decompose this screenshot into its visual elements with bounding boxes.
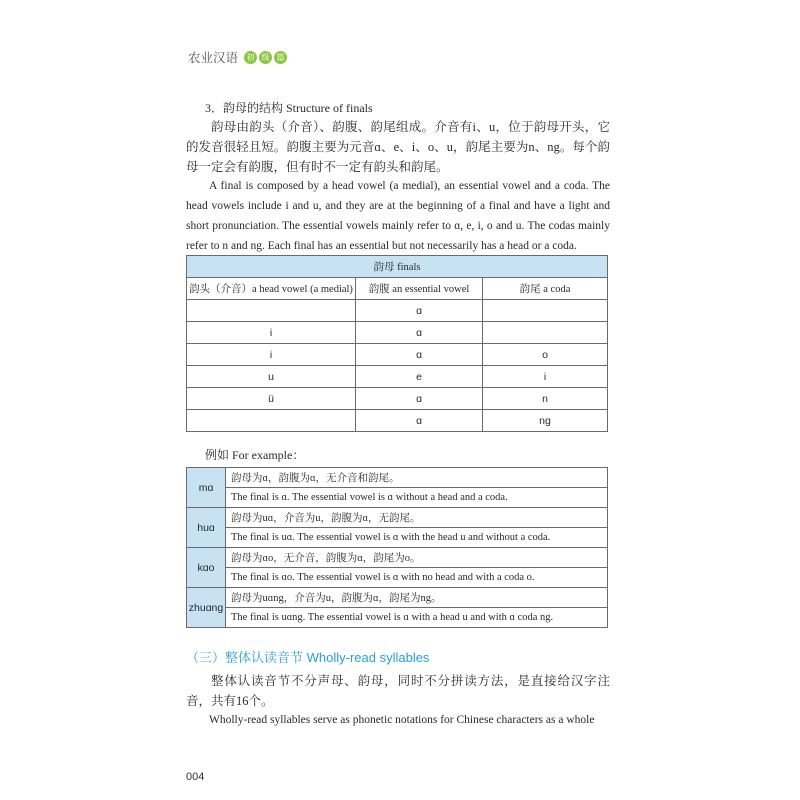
finals-table bbox=[186, 255, 608, 432]
page-number: 004 bbox=[186, 771, 205, 783]
example-zh: 韵母为uɑng，介音为u，韵腹为ɑ，韵尾为ng。 bbox=[226, 588, 608, 608]
table-cell bbox=[483, 322, 608, 344]
table-cell: i bbox=[187, 344, 356, 366]
level-badge: 级 bbox=[259, 51, 272, 64]
example-zh: 韵母为uɑ，介音为u，韵腹为ɑ，无韵尾。 bbox=[226, 508, 608, 528]
table-cell bbox=[187, 300, 356, 322]
table-row bbox=[187, 366, 608, 388]
paragraph-en: A final is composed by a head vowel (a medial), an essential vowel and a coda. The head vowels include i and u, and they are at the beginning of a final and have a light and short pronunciation. The essential vowels mainly refer to ɑ, e, i, o and u. The codas mainly refer to n and ng. Each final has an essential but not necessarily has a head or a coda. bbox=[186, 180, 610, 252]
column-header-coda: 韵尾 a coda bbox=[483, 278, 608, 300]
table-row bbox=[187, 548, 608, 568]
paragraph-en: Wholly-read syllables serve as phonetic notations for Chinese characters as a whole bbox=[209, 714, 595, 726]
table-row bbox=[187, 488, 608, 508]
table-row bbox=[187, 508, 608, 528]
table-cell: n bbox=[483, 388, 608, 410]
table-row bbox=[187, 588, 608, 608]
table-row bbox=[187, 468, 608, 488]
table-cell: o bbox=[483, 344, 608, 366]
table-row bbox=[187, 300, 608, 322]
example-en: The final is ɑo. The essential vowel is ɑ with no head and with a coda o. bbox=[226, 568, 608, 588]
section-heading: （三）整体认读音节 Wholly-read syllables bbox=[186, 650, 430, 665]
table-cell: ɑ bbox=[356, 300, 483, 322]
example-zh: 韵母为ɑo，无介音，韵腹为ɑ，韵尾为o。 bbox=[226, 548, 608, 568]
example-en: The final is ɑ. The essential vowel is ɑ without a head and a coda. bbox=[226, 488, 608, 508]
syllable-cell: kɑo bbox=[187, 548, 226, 588]
table-row bbox=[187, 528, 608, 548]
column-header-head-vowel: 韵头（介音）a head vowel (a medial) bbox=[187, 278, 356, 300]
table-cell: i bbox=[187, 322, 356, 344]
paragraph-zh: 韵母由韵头（介音）、韵腹、韵尾组成。介音有i、u，位于韵母开头，它的发音很轻且短。韵腹主要为元音ɑ、e、i、o、u，韵尾主要为n、ng。每个韵母一定会有韵腹，但有时不一定有韵头和韵尾。 bbox=[186, 120, 610, 174]
example-label: 例如 For example： bbox=[205, 448, 305, 462]
table-cell: ɑ bbox=[356, 410, 483, 432]
table-cell: ɑ bbox=[356, 322, 483, 344]
table-row bbox=[187, 608, 608, 628]
table-cell: ɑ bbox=[356, 388, 483, 410]
paragraph-zh: 整体认读音节不分声母、韵母，同时不分拼读方法，是直接给汉字注音，共有16个。 bbox=[186, 674, 610, 708]
table-cell: i bbox=[483, 366, 608, 388]
table-row bbox=[187, 344, 608, 366]
table-row bbox=[187, 322, 608, 344]
finals-table-title: 韵母 finals bbox=[187, 256, 608, 278]
intro-paragraph-zh bbox=[186, 117, 610, 177]
example-en: The final is uɑ. The essential vowel is ɑ with the head u and without a coda. bbox=[226, 528, 608, 548]
table-cell: ü bbox=[187, 388, 356, 410]
syllable-cell: mɑ bbox=[187, 468, 226, 508]
table-cell: u bbox=[187, 366, 356, 388]
level-badges bbox=[244, 51, 287, 64]
example-en: The final is uɑng. The essential vowel is ɑ with a head u and with ɑ coda ng. bbox=[226, 608, 608, 628]
syllable-cell: zhuɑng bbox=[187, 588, 226, 628]
wholly-read-paragraph-en bbox=[186, 710, 610, 730]
example-zh: 韵母为ɑ，韵腹为ɑ，无介音和韵尾。 bbox=[226, 468, 608, 488]
table-cell: e bbox=[356, 366, 483, 388]
table-cell bbox=[187, 410, 356, 432]
table-cell: ɑ bbox=[356, 344, 483, 366]
level-badge: 初 bbox=[244, 51, 257, 64]
table-row bbox=[187, 568, 608, 588]
examples-table bbox=[186, 467, 608, 628]
table-cell: ng bbox=[483, 410, 608, 432]
subsection-title: 3．韵母的结构 Structure of finals bbox=[205, 101, 373, 115]
column-header-essential-vowel: 韵腹 an essential vowel bbox=[356, 278, 483, 300]
level-badge: 篇 bbox=[274, 51, 287, 64]
intro-paragraph-en bbox=[186, 176, 610, 256]
book-title: 农业汉语 bbox=[188, 51, 239, 65]
wholly-read-paragraph-zh bbox=[186, 671, 610, 711]
syllable-cell: huɑ bbox=[187, 508, 226, 548]
table-cell bbox=[483, 300, 608, 322]
running-header bbox=[188, 48, 287, 66]
table-row bbox=[187, 410, 608, 432]
table-row bbox=[187, 388, 608, 410]
